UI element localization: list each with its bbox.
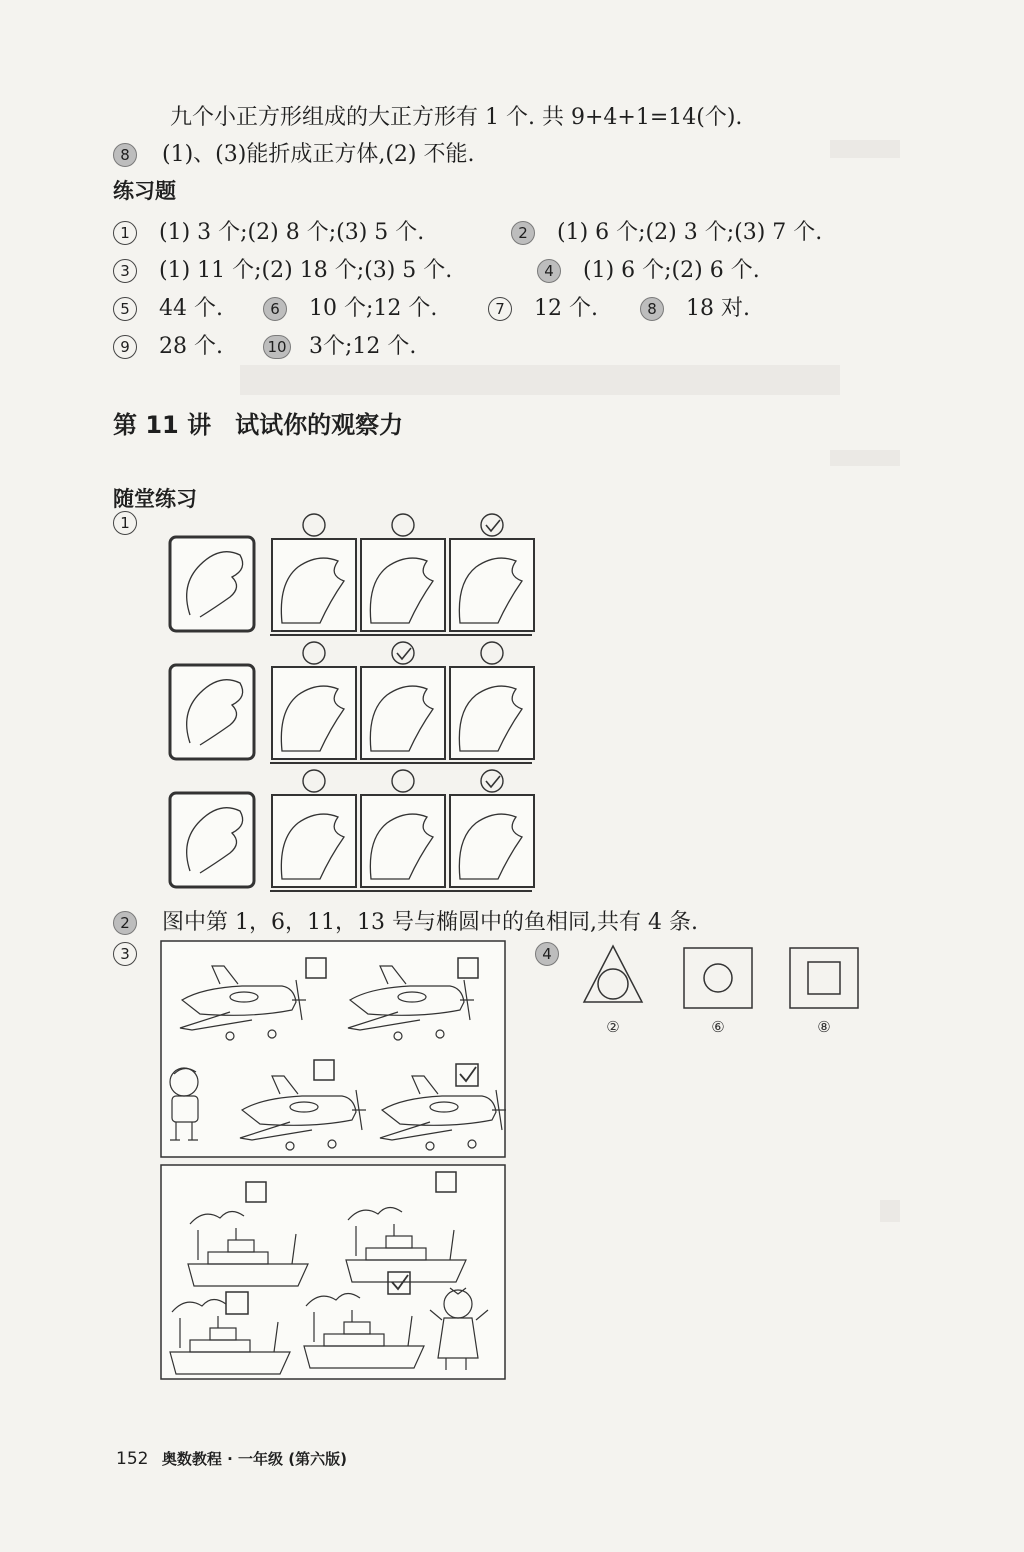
check-mark-icon <box>486 520 500 531</box>
answer-circle <box>303 770 325 792</box>
page-footer <box>116 1448 347 1469</box>
inner-circle <box>704 964 732 992</box>
square-with-circle <box>684 948 752 1008</box>
question-3-number <box>113 942 137 966</box>
airplanes-figure <box>160 940 506 1158</box>
question-number-badge: 3 <box>113 259 137 283</box>
question-2-text: 图中第 1，6，11，13 号与椭圆中的鱼相同,共有 4 条. <box>162 910 698 935</box>
answer-item <box>537 253 760 284</box>
question-1-number <box>113 511 137 535</box>
answer-item <box>113 291 223 322</box>
shape-label: ② <box>606 1018 620 1036</box>
inner-circle <box>598 969 628 999</box>
answer-text: 12 个. <box>534 296 598 321</box>
shape-label: ⑥ <box>711 1018 725 1036</box>
answer-item <box>113 329 223 360</box>
check-mark-icon <box>397 648 411 659</box>
question-number-badge: 7 <box>488 297 512 321</box>
hand-gesture-box <box>170 537 254 631</box>
exercise-row <box>113 253 913 283</box>
exercises-heading: 练习题 <box>113 179 176 203</box>
answer-text: 10 个;12 个. <box>309 296 438 321</box>
answer-circle-checked <box>392 642 414 664</box>
question-number-badge: 4 <box>537 259 561 283</box>
inner-square <box>808 962 840 994</box>
exercise-row <box>113 291 913 321</box>
question-number-badge: 10 <box>263 335 291 359</box>
question-number-badge: 2 <box>511 221 535 245</box>
answer-item <box>488 291 598 322</box>
question-number-badge: 8 <box>113 143 137 167</box>
answer-text: 3个;12 个. <box>309 334 417 359</box>
practice-heading: 随堂练习 <box>113 487 197 511</box>
bleed-through-mark <box>830 140 900 158</box>
question-number-badge: 2 <box>113 911 137 935</box>
answer-text: 18 对. <box>686 296 750 321</box>
triangle-with-circle <box>584 946 642 1002</box>
shadow-matching-figure <box>160 505 540 895</box>
question-number-badge: 9 <box>113 335 137 359</box>
answer-circle-checked <box>481 770 503 792</box>
answer-item <box>113 215 424 246</box>
square-with-square <box>790 948 858 1008</box>
hand-gesture-box <box>170 665 254 759</box>
exercise-row <box>113 329 913 359</box>
ships-figure <box>160 1164 506 1380</box>
book-title: 奥数教程 · 一年级 (第六版) <box>161 1450 347 1468</box>
answer-text: (1) 11 个;(2) 18 个;(3) 5 个. <box>159 258 453 283</box>
page-number: 152 <box>116 1449 149 1469</box>
answer-item <box>640 291 750 322</box>
question-number-badge: 3 <box>113 942 137 966</box>
answer-item <box>263 329 416 360</box>
shapes-figure <box>580 940 870 1050</box>
answer-item <box>263 291 437 322</box>
question-4-number <box>535 942 559 966</box>
answer-circle <box>481 642 503 664</box>
question-number-badge: 1 <box>113 221 137 245</box>
answer-item <box>511 215 822 246</box>
answer-text: (1) 3 个;(2) 8 个;(3) 5 个. <box>159 220 425 245</box>
bleed-through-mark <box>240 365 840 395</box>
question-number-badge: 8 <box>640 297 664 321</box>
answer-circle <box>303 514 325 536</box>
exercise-row <box>113 215 913 245</box>
answer-text: 44 个. <box>159 296 223 321</box>
answer-text: (1) 6 个;(2) 6 个. <box>583 258 760 283</box>
answer-text: 28 个. <box>159 334 223 359</box>
bleed-through-mark <box>830 450 900 466</box>
question-2-line <box>113 905 698 936</box>
question-number-badge: 6 <box>263 297 287 321</box>
answer-circle <box>392 514 414 536</box>
question-number-badge: 1 <box>113 511 137 535</box>
question-number-badge: 4 <box>535 942 559 966</box>
answer-item <box>113 253 452 284</box>
check-mark-icon <box>486 776 500 787</box>
hand-gesture-box <box>170 793 254 887</box>
bleed-through-mark <box>880 1200 900 1222</box>
answer-text: (1) 6 个;(2) 3 个;(3) 7 个. <box>557 220 823 245</box>
question-8-text: (1)、(3)能折成正方体,(2) 不能. <box>162 142 475 167</box>
question-8-line <box>113 137 474 168</box>
shape-label: ⑧ <box>817 1018 831 1036</box>
top-line-1: 九个小正方形组成的大正方形有 1 个. 共 9+4+1=14(个). <box>170 105 743 130</box>
answer-circle <box>303 642 325 664</box>
lecture-title: 第 11 讲 试试你的观察力 <box>113 411 404 439</box>
answer-circle <box>392 770 414 792</box>
answer-circle-checked <box>481 514 503 536</box>
question-number-badge: 5 <box>113 297 137 321</box>
